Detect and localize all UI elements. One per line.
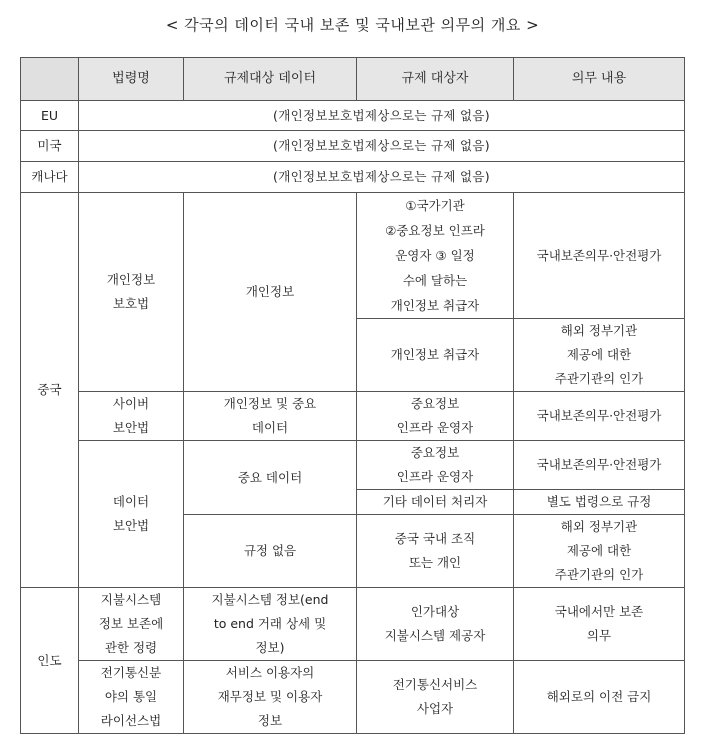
india-payment-law: 지불시스템 정보 보존에 관한 정령 bbox=[79, 588, 184, 661]
china-pipl-duty-1: 국내보존의무·안전평가 bbox=[514, 193, 685, 319]
china-pipl-target-2: 개인정보 취급자 bbox=[357, 319, 514, 392]
table-row-china-pipl-1 bbox=[21, 193, 685, 319]
china-pipl-target-1: ①국가기관 ②중요정보 인프라 운영자 ③ 일정 수에 달하는 개인정보 취급자 bbox=[357, 193, 514, 319]
india-telecom-law: 전기통신분 야의 통일 라이선스법 bbox=[79, 661, 184, 734]
china-data-data-1: 중요 데이터 bbox=[184, 441, 357, 515]
table-row-canada bbox=[21, 162, 685, 193]
country-canada: 캐나다 bbox=[21, 162, 79, 193]
header-regulated-data: 규제대상 데이터 bbox=[184, 58, 357, 101]
china-data-duty-1: 국내보존의무·안전평가 bbox=[514, 441, 685, 490]
table-row-china-cyber bbox=[21, 392, 685, 441]
table-row-india-telecom bbox=[21, 661, 685, 734]
china-data-law: 데이터 보안법 bbox=[79, 441, 184, 588]
header-regulated-party: 규제 대상자 bbox=[357, 58, 514, 101]
document-title: < 각국의 데이터 국내 보존 및 국내보관 의무의 개요 > bbox=[165, 16, 540, 34]
china-data-target-3: 중국 국내 조직 또는 개인 bbox=[357, 515, 514, 588]
china-data-target-2: 기타 데이터 처리자 bbox=[357, 490, 514, 515]
india-payment-duty: 국내에서만 보존 의무 bbox=[514, 588, 685, 661]
china-pipl-duty-2: 해외 정부기관 제공에 대한 주관기관의 인가 bbox=[514, 319, 685, 392]
note-eu: (개인정보보호법제상으로는 규제 없음) bbox=[79, 101, 685, 131]
china-data-duty-3: 해외 정부기관 제공에 대한 주관기관의 인가 bbox=[514, 515, 685, 588]
table-row-china-data-1 bbox=[21, 441, 685, 490]
country-us: 미국 bbox=[21, 131, 79, 162]
table-row-eu bbox=[21, 101, 685, 131]
note-us: (개인정보보호법제상으로는 규제 없음) bbox=[79, 131, 685, 162]
country-china: 중국 bbox=[21, 193, 79, 588]
china-cyber-data: 개인정보 및 중요 데이터 bbox=[184, 392, 357, 441]
india-telecom-duty: 해외로의 이전 금지 bbox=[514, 661, 685, 734]
india-telecom-target: 전기통신서비스 사업자 bbox=[357, 661, 514, 734]
india-payment-data: 지불시스템 정보(end to end 거래 상세 및 정보) bbox=[184, 588, 357, 661]
china-cyber-law: 사이버 보안법 bbox=[79, 392, 184, 441]
china-cyber-target: 중요정보 인프라 운영자 bbox=[357, 392, 514, 441]
country-eu: EU bbox=[21, 101, 79, 131]
header-obligation: 의무 내용 bbox=[514, 58, 685, 101]
note-canada: (개인정보보호법제상으로는 규제 없음) bbox=[79, 162, 685, 193]
india-telecom-data: 서비스 이용자의 재무정보 및 이용자 정보 bbox=[184, 661, 357, 734]
china-pipl-data: 개인정보 bbox=[184, 193, 357, 392]
country-india: 인도 bbox=[21, 588, 79, 734]
table-row-india-payment bbox=[21, 588, 685, 661]
table-row-us bbox=[21, 131, 685, 162]
india-payment-target: 인가대상 지불시스템 제공자 bbox=[357, 588, 514, 661]
china-pipl-law: 개인정보 보호법 bbox=[79, 193, 184, 392]
header-row bbox=[21, 58, 685, 101]
china-cyber-duty: 국내보존의무·안전평가 bbox=[514, 392, 685, 441]
china-data-duty-2: 별도 법령으로 규정 bbox=[514, 490, 685, 515]
header-law-name: 법령명 bbox=[79, 58, 184, 101]
header-corner bbox=[21, 58, 79, 101]
data-localization-table bbox=[20, 57, 685, 734]
china-data-data-2: 규정 없음 bbox=[184, 515, 357, 588]
china-data-target-1: 중요정보 인프라 운영자 bbox=[357, 441, 514, 490]
